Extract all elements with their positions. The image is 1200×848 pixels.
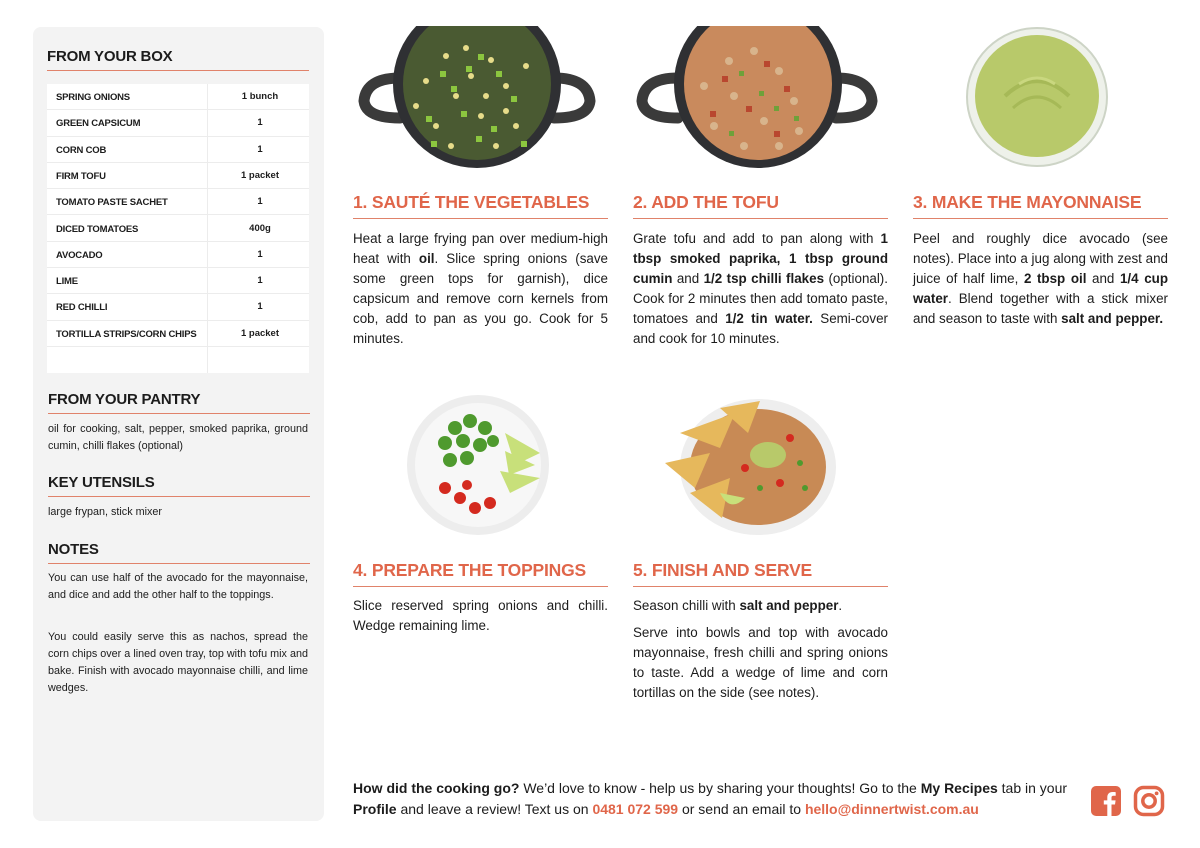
ingredient-name: CORN COB [56, 144, 107, 156]
ingredient-name: SPRING ONIONS [56, 92, 130, 103]
pan-vegetables-photo [356, 26, 598, 170]
footer-text-4: or send an email to [678, 801, 805, 817]
table-row [47, 84, 309, 110]
footer-question: How did the cooking go? [353, 780, 520, 796]
ingredient-name: RED CHILLI [56, 302, 108, 314]
step-2-rule [633, 218, 888, 219]
step-2-title: 2. ADD THE TOFU [633, 192, 779, 212]
pan-tofu-photo [634, 26, 880, 170]
ingredient-name: DICED TOMATOES [56, 223, 139, 235]
table-row [47, 294, 309, 320]
facebook-icon[interactable] [1090, 785, 1122, 817]
ingredient-qty: 1 [257, 196, 263, 208]
finished-bowl-photo [660, 393, 838, 537]
ingredient-qty: 1 packet [240, 327, 280, 339]
note-item: You can use half of the avocado for the mayonnaise, and dice and add the other half to the toppings. [48, 572, 308, 601]
ingredients-sidebar [33, 27, 324, 821]
step-5-text-2: Serve into bowls and top with avocado mayonnaise, fresh chilli and spring onions to taste. Add a wedge of lime and corn tortillas on the side (see notes). [633, 625, 888, 700]
table-row [47, 163, 309, 189]
step-1-text: Heat a large frying pan over medium-high heat with oil. Slice spring onions (save some green tops for garnish), dice capsicum and remove corn kernels from cob, add to pan as you go. Cook for 5 minutes. [353, 231, 608, 346]
utensils-text: large frypan, stick mixer [48, 506, 162, 518]
box-heading-rule [47, 70, 309, 71]
ingredient-qty: 1 bunch [241, 91, 279, 102]
avocado-mayonnaise-photo [965, 26, 1109, 168]
from-your-pantry-heading: FROM YOUR PANTRY [48, 391, 201, 408]
step-5-rule [633, 586, 888, 587]
ingredient-name: AVOCADO [56, 249, 103, 261]
step-3-text: Peel and roughly dice avocado (see notes). Place into a jug along with zest and juice of half lime, 2 tbsp oil and 1/4 cup water. Blend together with a stick mixer and season to taste with salt and pepper. [913, 231, 1168, 326]
step-1-title: 1. SAUTÉ THE VEGETABLES [353, 192, 590, 212]
key-utensils-heading: KEY UTENSILS [48, 474, 155, 491]
footer-phone-link[interactable]: 0481 072 599 [592, 801, 679, 817]
ingredient-qty: 400g [249, 222, 271, 234]
ingredient-qty: 1 [257, 143, 263, 155]
feedback-footer [353, 778, 1073, 820]
table-row [47, 321, 309, 347]
footer-text-1: We’d love to know - help us by sharing your thoughts! Go to the [519, 780, 921, 796]
step-4-text: Slice reserved spring onions and chilli. Wedge remaining lime. [353, 598, 608, 633]
ingredient-name: FIRM TOFU [56, 170, 106, 182]
step-4-rule [353, 586, 608, 587]
notes-heading: NOTES [48, 541, 99, 558]
footer-text-3: and leave a review! Text us on [396, 801, 593, 817]
from-your-box-heading: FROM YOUR BOX [47, 48, 173, 65]
ingredient-name: TOMATO PASTE SACHET [56, 197, 168, 209]
step-5-text-1: Season chilli with salt and pepper. [633, 598, 843, 613]
toppings-plate-photo [405, 393, 551, 537]
ingredient-qty: 1 [257, 301, 263, 313]
footer-email-link[interactable]: hello@dinnertwist.com.au [804, 801, 979, 817]
ingredient-name: LIME [56, 276, 78, 288]
ingredient-name: TORTILLA STRIPS/CORN CHIPS [56, 328, 197, 340]
step-4-title: 4. PREPARE THE TOPPINGS [353, 560, 587, 580]
notes-heading-rule [48, 563, 310, 564]
note-item: You could easily serve this as nachos, spread the corn chips over a lined oven tray, top with tofu mix and bake. Finish with avocado mayonnaise chilli, and lime wedges. [48, 631, 308, 694]
table-row [47, 110, 309, 136]
footer-profile: Profile [353, 801, 397, 817]
ingredient-qty: 1 [257, 117, 263, 129]
instagram-icon[interactable] [1133, 785, 1165, 817]
pantry-text: oil for cooking, salt, pepper, smoked paprika, ground cumin, chilli flakes (optional) [48, 423, 308, 452]
table-row [47, 216, 309, 242]
utensils-heading-rule [48, 496, 310, 497]
step-5-title: 5. FINISH AND SERVE [633, 560, 813, 580]
step-1-rule [353, 218, 608, 219]
pantry-heading-rule [48, 413, 310, 414]
ingredients-table [47, 84, 309, 373]
footer-text-2: tab in your [997, 780, 1068, 796]
ingredient-qty: 1 [257, 275, 263, 287]
step-3-title: 3. MAKE THE MAYONNAISE [913, 192, 1142, 212]
step-2-text: Grate tofu and add to pan along with 1 tbsp smoked paprika, 1 tbsp ground cumin and 1/2 tsp chilli flakes (optional). Cook for 2 minutes then add tomato paste, tomatoes and 1/2 tin water. Semi-cover and cook for 10 minutes. [633, 231, 888, 346]
footer-my-recipes: My Recipes [920, 780, 998, 796]
table-row [47, 189, 309, 215]
table-row [47, 242, 309, 268]
ingredient-name: GREEN CAPSICUM [56, 118, 141, 130]
step-3-rule [913, 218, 1168, 219]
table-row [47, 268, 309, 294]
ingredient-qty: 1 packet [240, 169, 280, 181]
table-row [47, 137, 309, 163]
ingredient-qty: 1 [257, 248, 263, 260]
